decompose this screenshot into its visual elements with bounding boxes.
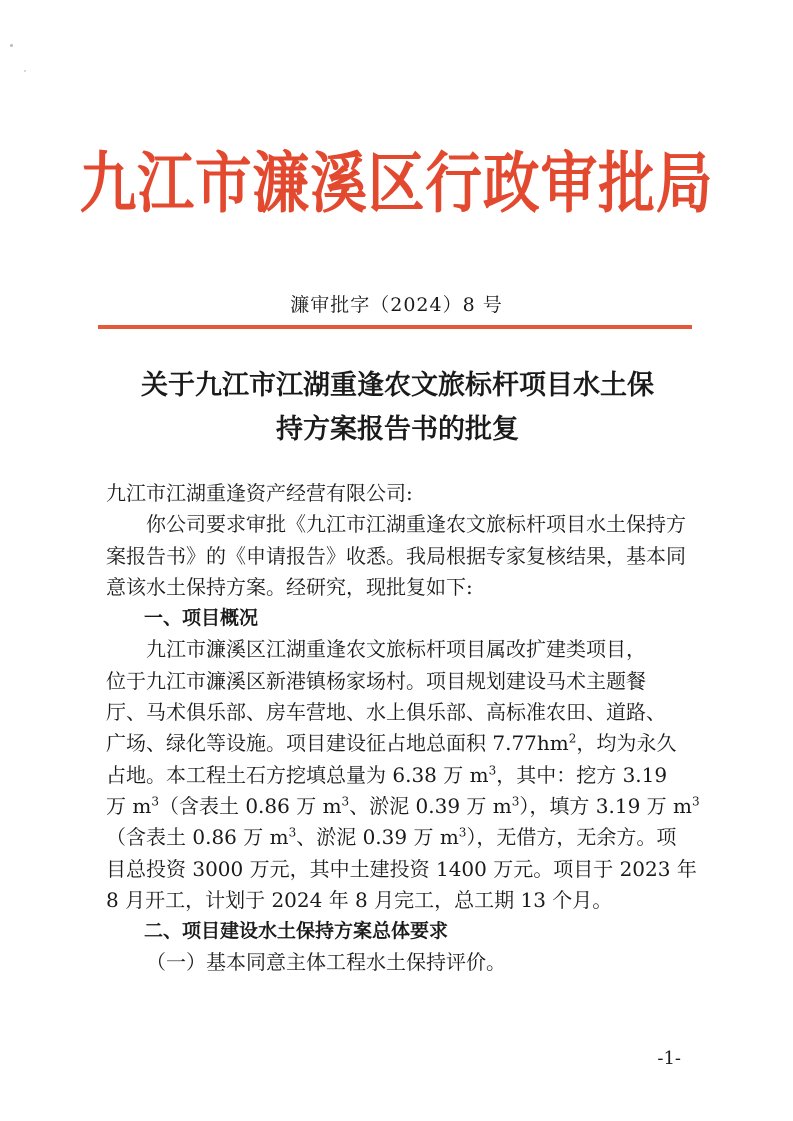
overview-paragraph	[106, 634, 700, 916]
superscript: 3	[691, 794, 700, 809]
text-run: ），填方 3.19 万 m	[519, 793, 692, 818]
scan-speck	[10, 44, 13, 47]
title-line-1: 关于九江市江湖重逢农文旅标杆项目水土保	[141, 370, 654, 401]
overview-line	[106, 822, 686, 853]
text-run: 万 m	[106, 793, 152, 818]
superscript: 3	[288, 825, 297, 840]
text-run: 、淤泥 0.39 万 m	[349, 793, 512, 818]
superscript: 3	[511, 794, 520, 809]
page-number: -1-	[657, 1048, 681, 1069]
superscript: 3	[458, 825, 467, 840]
requirement-item-1: （一）基本同意主体工程水土保持评价。	[146, 950, 506, 975]
superscript: 3	[488, 763, 497, 778]
intro-paragraph: 你公司要求审批《九江市江湖重逢农文旅标杆项目水土保持方案报告书》的《申请报告》收悉。我局根据专家复核结果，基本同意该水土保持方案。经研究，现批复如下:	[106, 512, 686, 599]
text-run: 广场、绿化等设施。项目建设征占地总面积 7.77hm	[106, 731, 569, 756]
overview-line: 九江市濂溪区江湖重逢农文旅标杆项目属改扩建类项目，	[146, 637, 646, 662]
text-run: （含表土 0.86 万 m	[158, 793, 342, 818]
text-run: （含表土 0.86 万 m	[106, 825, 289, 850]
overview-line: 位于九江市濂溪区新港镇杨家场村。项目规划建设马术主题餐	[106, 668, 646, 693]
superscript: 3	[341, 794, 350, 809]
document-number: 濂审批字（2024）8 号	[290, 294, 503, 316]
agency-name: 九江市濂溪区行政审批局	[79, 144, 714, 222]
superscript: 3	[151, 794, 159, 809]
overview-line	[106, 728, 686, 759]
section-heading-requirements: 二、项目建设水土保持方案总体要求	[144, 920, 449, 943]
addressee: 九江市江湖重逢资产经营有限公司:	[106, 481, 413, 505]
superscript: 2	[568, 731, 577, 746]
red-divider-line	[98, 325, 692, 329]
scan-speck	[24, 70, 26, 72]
text-run: 、淤泥 0.39 万 m	[296, 825, 459, 850]
overview-line: 目总投资 3000 万元，其中土建投资 1400 万元。项目于 2023 年	[106, 856, 697, 881]
section-heading-overview: 一、项目概况	[144, 607, 259, 630]
document-title	[110, 364, 685, 452]
title-line-2: 持方案报告书的批复	[276, 414, 519, 445]
document-body	[106, 478, 700, 979]
overview-line: 厅、马术俱乐部、房车营地、水上俱乐部、高标准农田、道路、	[106, 700, 666, 725]
text-run: ），无借方，无余方。项	[466, 825, 677, 850]
overview-line	[106, 760, 686, 791]
overview-line: 8 月开工，计划于 2024 年 8 月完工，总工期 13 个月。	[106, 887, 613, 912]
text-run: ，均为永久	[576, 731, 677, 756]
overview-line	[106, 791, 700, 822]
text-run: ，其中：挖方 3.19	[496, 762, 668, 787]
text-run: 占地。本工程土石方挖填总量为 6.38 万 m	[106, 762, 489, 787]
